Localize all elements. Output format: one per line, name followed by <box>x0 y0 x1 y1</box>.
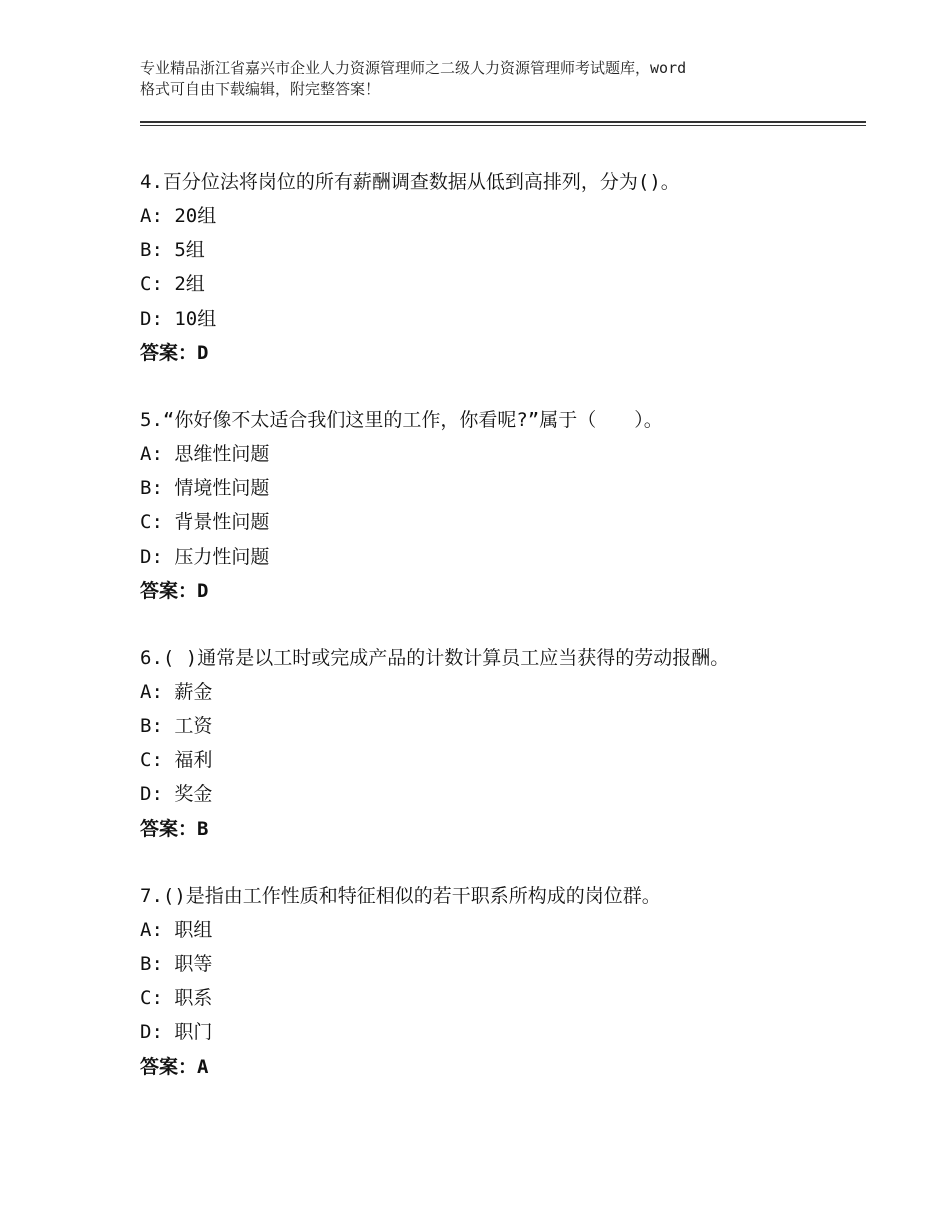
header-divider-thin <box>140 125 866 126</box>
question-5 <box>140 403 866 608</box>
option-b: B: 职等 <box>140 953 213 975</box>
option-d: D: 10组 <box>140 307 217 330</box>
option-c: C: 背景性问题 <box>140 511 270 534</box>
document-header <box>140 58 840 100</box>
option-d: D: 奖金 <box>140 783 213 806</box>
option-b: B: 5组 <box>140 239 205 262</box>
answer-line: 答案：D <box>140 579 209 602</box>
header-title-line-2: 格式可自由下载编辑，附完整答案！ <box>140 80 381 98</box>
question-stem: 4.百分位法将岗位的所有薪酬调查数据从低到高排列，分为()。 <box>140 171 680 193</box>
header-divider-thick <box>140 121 866 123</box>
answer-line: 答案：D <box>140 341 209 364</box>
option-a: A: 职组 <box>140 918 213 941</box>
question-list <box>140 165 866 1117</box>
question-stem: 7.()是指由工作性质和特征相似的若干职系所构成的岗位群。 <box>140 884 661 907</box>
option-c: C: 2组 <box>140 273 205 296</box>
question-7 <box>140 879 866 1084</box>
answer-line: 答案：B <box>140 817 209 840</box>
question-4 <box>140 165 866 370</box>
answer-line: 答案：A <box>140 1055 209 1078</box>
question-stem: 5.“你好像不太适合我们这里的工作，你看呢?”属于（ ）。 <box>140 408 663 431</box>
option-c: C: 福利 <box>140 749 213 772</box>
header-title-line-1: 专业精品浙江省嘉兴市企业人力资源管理师之二级人力资源管理师考试题库，word <box>140 59 687 77</box>
option-d: D: 职门 <box>140 1021 213 1044</box>
option-a: A: 20组 <box>140 205 217 227</box>
option-b: B: 工资 <box>140 715 213 738</box>
option-a: A: 思维性问题 <box>140 442 270 465</box>
question-stem: 6.( )通常是以工时或完成产品的计数计算员工应当获得的劳动报酬。 <box>140 646 730 669</box>
option-b: B: 情境性问题 <box>140 477 270 500</box>
question-6 <box>140 641 866 846</box>
option-d: D: 压力性问题 <box>140 545 270 568</box>
option-c: C: 职系 <box>140 987 213 1010</box>
option-a: A: 薪金 <box>140 680 213 703</box>
